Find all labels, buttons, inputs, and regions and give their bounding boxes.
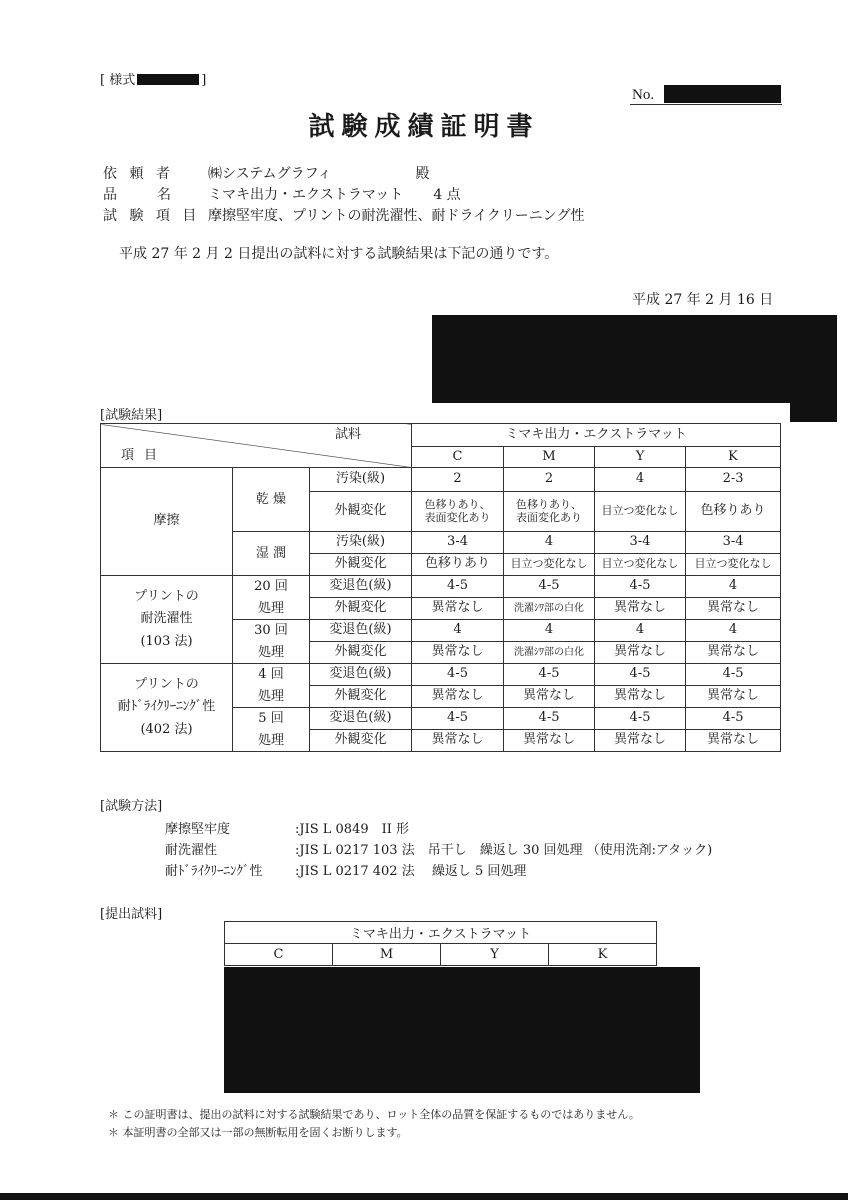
condition-cell: 4 回 処理 [233,664,310,708]
submitted-column-c: C [225,944,333,966]
client-key: 依 頼 者 [103,166,174,182]
test-items-value: 摩擦堅牢度、プリントの耐洗濯性、耐ドライクリーニング性 [208,208,585,224]
footnote: ＊ この証明書は、提出の試料に対する試験結果であり、ロット全体の品質を保証するものではありません。 [108,1108,640,1121]
value-cell: 4 [504,620,595,642]
test-group-cell: 摩擦 [101,468,233,576]
test-items-row [103,205,584,225]
value-cell: 4-5 [412,576,504,598]
test-items-key: 試 験 項 目 [103,208,201,224]
method-name: 摩擦堅牢度 [165,822,231,837]
item-cell: 外観変化 [310,730,412,752]
test-group-cell: プリントの 耐ﾄﾞﾗｲｸﾘｰﾆﾝｸﾞ性 (402 法) [101,664,233,752]
item-cell: 汚染(級) [310,532,412,554]
value-cell: 色移りあり、 表面変化あり [412,492,504,532]
footnote: ＊ 本証明書の全部又は一部の無断転用を固くお断りします。 [108,1126,408,1139]
value-cell: 洗濯ｼﾜ部の白化 [504,642,595,664]
item-cell: 変退色(級) [310,708,412,730]
value-cell: 4 [686,576,781,598]
item-cell: 変退色(級) [310,576,412,598]
redacted-form-number [137,74,199,85]
value-cell: 4-5 [686,664,781,686]
client-row [103,163,429,183]
table-row [101,664,781,686]
value-cell: 2 [412,468,504,492]
value-cell: 4-5 [412,664,504,686]
value-cell: 異常なし [504,686,595,708]
value-cell: 4-5 [412,708,504,730]
value-cell: 3-4 [412,532,504,554]
product-key: 品 名 [103,187,175,203]
certificate-no-underline [630,104,782,105]
value-cell: 異常なし [504,730,595,752]
value-cell: 3-4 [595,532,686,554]
method-value: :JIS L 0217 402 法 繰返し 5 回処理 [295,864,527,879]
method-name: 耐洗濯性 [165,843,218,858]
method-row [165,860,526,879]
value-cell: 目立つ変化なし [504,554,595,576]
method-row [165,839,712,858]
value-cell: 色移りあり [686,492,781,532]
item-cell: 変退色(級) [310,664,412,686]
submitted-column-k: K [549,944,657,966]
certificate-no-label: No. [632,87,655,103]
method-row [165,818,409,837]
value-cell: 4 [412,620,504,642]
value-cell: 目立つ変化なし [595,554,686,576]
product-value: ミマキ出力・エクストラマット [208,187,404,203]
value-cell: 目立つ変化なし [595,492,686,532]
value-cell: 4-5 [595,664,686,686]
submitted-samples-table [224,921,657,966]
value-cell: 3-4 [686,532,781,554]
submitted-section-label: [提出試料] [100,907,163,922]
value-cell: 異常なし [686,686,781,708]
condition-cell: 湿 潤 [233,532,310,576]
value-cell: 4-5 [595,576,686,598]
results-section-label: [試験結果] [100,408,163,423]
form-label-right: ] [201,73,207,88]
value-cell: 4 [504,532,595,554]
value-cell: 異常なし [595,642,686,664]
column-header-m: M [504,447,595,468]
value-cell: 4-5 [504,576,595,598]
column-header-y: Y [595,447,686,468]
value-cell: 色移りあり [412,554,504,576]
intro-sentence: 平成 27 年 2 月 2 日提出の試料に対する試験結果は下記の通りです。 [119,246,559,262]
client-value: ㈱システムグラフィ [208,166,332,182]
value-cell: 異常なし [686,642,781,664]
value-cell: 4 [686,620,781,642]
redacted-sample-images [224,967,700,1093]
item-cell: 外観変化 [310,686,412,708]
value-cell: 異常なし [412,598,504,620]
product-row [103,184,461,204]
table-row [101,468,781,492]
page-bottom-edge [0,1193,848,1200]
results-body [101,468,781,752]
value-cell: 異常なし [686,598,781,620]
submitted-group-header: ミマキ出力・エクストラマット [225,922,657,944]
condition-cell: 乾 燥 [233,468,310,532]
client-honorific: 殿 [415,166,430,182]
value-cell: 目立つ変化なし [686,554,781,576]
column-header-k: K [686,447,781,468]
table-diagonal-header [101,424,412,468]
condition-cell: 20 回 処理 [233,576,310,620]
table-row [101,576,781,598]
value-cell: 4 [595,620,686,642]
item-cell: 外観変化 [310,492,412,532]
form-number-label [100,69,206,88]
submitted-column-y: Y [441,944,549,966]
value-cell: 異常なし [686,730,781,752]
methods-section-label: [試験方法] [100,799,163,814]
method-value: :JIS L 0849 II 形 [295,822,410,837]
value-cell: 異常なし [412,730,504,752]
value-cell: 異常なし [412,642,504,664]
item-cell: 外観変化 [310,598,412,620]
test-group-cell: プリントの 耐洗濯性 (103 法) [101,576,233,664]
submitted-column-m: M [333,944,441,966]
form-label-left: [ 様式 [100,73,136,88]
value-cell: 異常なし [595,598,686,620]
condition-cell: 30 回 処理 [233,620,310,664]
redacted-certificate-number [664,85,781,103]
value-cell: 異常なし [595,730,686,752]
value-cell: 4 [595,468,686,492]
column-header-c: C [412,447,504,468]
condition-cell: 5 回 処理 [233,708,310,752]
redacted-issuer-block [432,315,837,403]
value-cell: 異常なし [595,686,686,708]
product-count: 4 点 [433,187,461,203]
value-cell: 2 [504,468,595,492]
method-name: 耐ﾄﾞﾗｲｸﾘｰﾆﾝｸﾞ性 [165,864,263,879]
item-cell: 変退色(級) [310,620,412,642]
page-title: 試験成績証明書 [308,112,540,142]
method-value: :JIS L 0217 103 法 吊干し 繰返し 30 回処理 （使用洗剤:アタック) [295,843,713,858]
issue-date: 平成 27 年 2 月 16 日 [632,292,774,308]
redacted-issuer-block-tail [790,400,837,422]
value-cell: 色移りあり、 表面変化あり [504,492,595,532]
value-cell: 4-5 [504,664,595,686]
sample-group-header: ミマキ出力・エクストラマット [412,424,781,447]
value-cell: 4-5 [595,708,686,730]
value-cell: 4-5 [686,708,781,730]
results-table [100,423,781,752]
item-cell: 外観変化 [310,554,412,576]
value-cell: 洗濯ｼﾜ部の白化 [504,598,595,620]
diag-header-sample: 試料 [335,427,362,442]
value-cell: 4-5 [504,708,595,730]
value-cell: 異常なし [412,686,504,708]
diag-header-item: 項目 [121,448,168,464]
item-cell: 外観変化 [310,642,412,664]
value-cell: 2-3 [686,468,781,492]
item-cell: 汚染(級) [310,468,412,492]
